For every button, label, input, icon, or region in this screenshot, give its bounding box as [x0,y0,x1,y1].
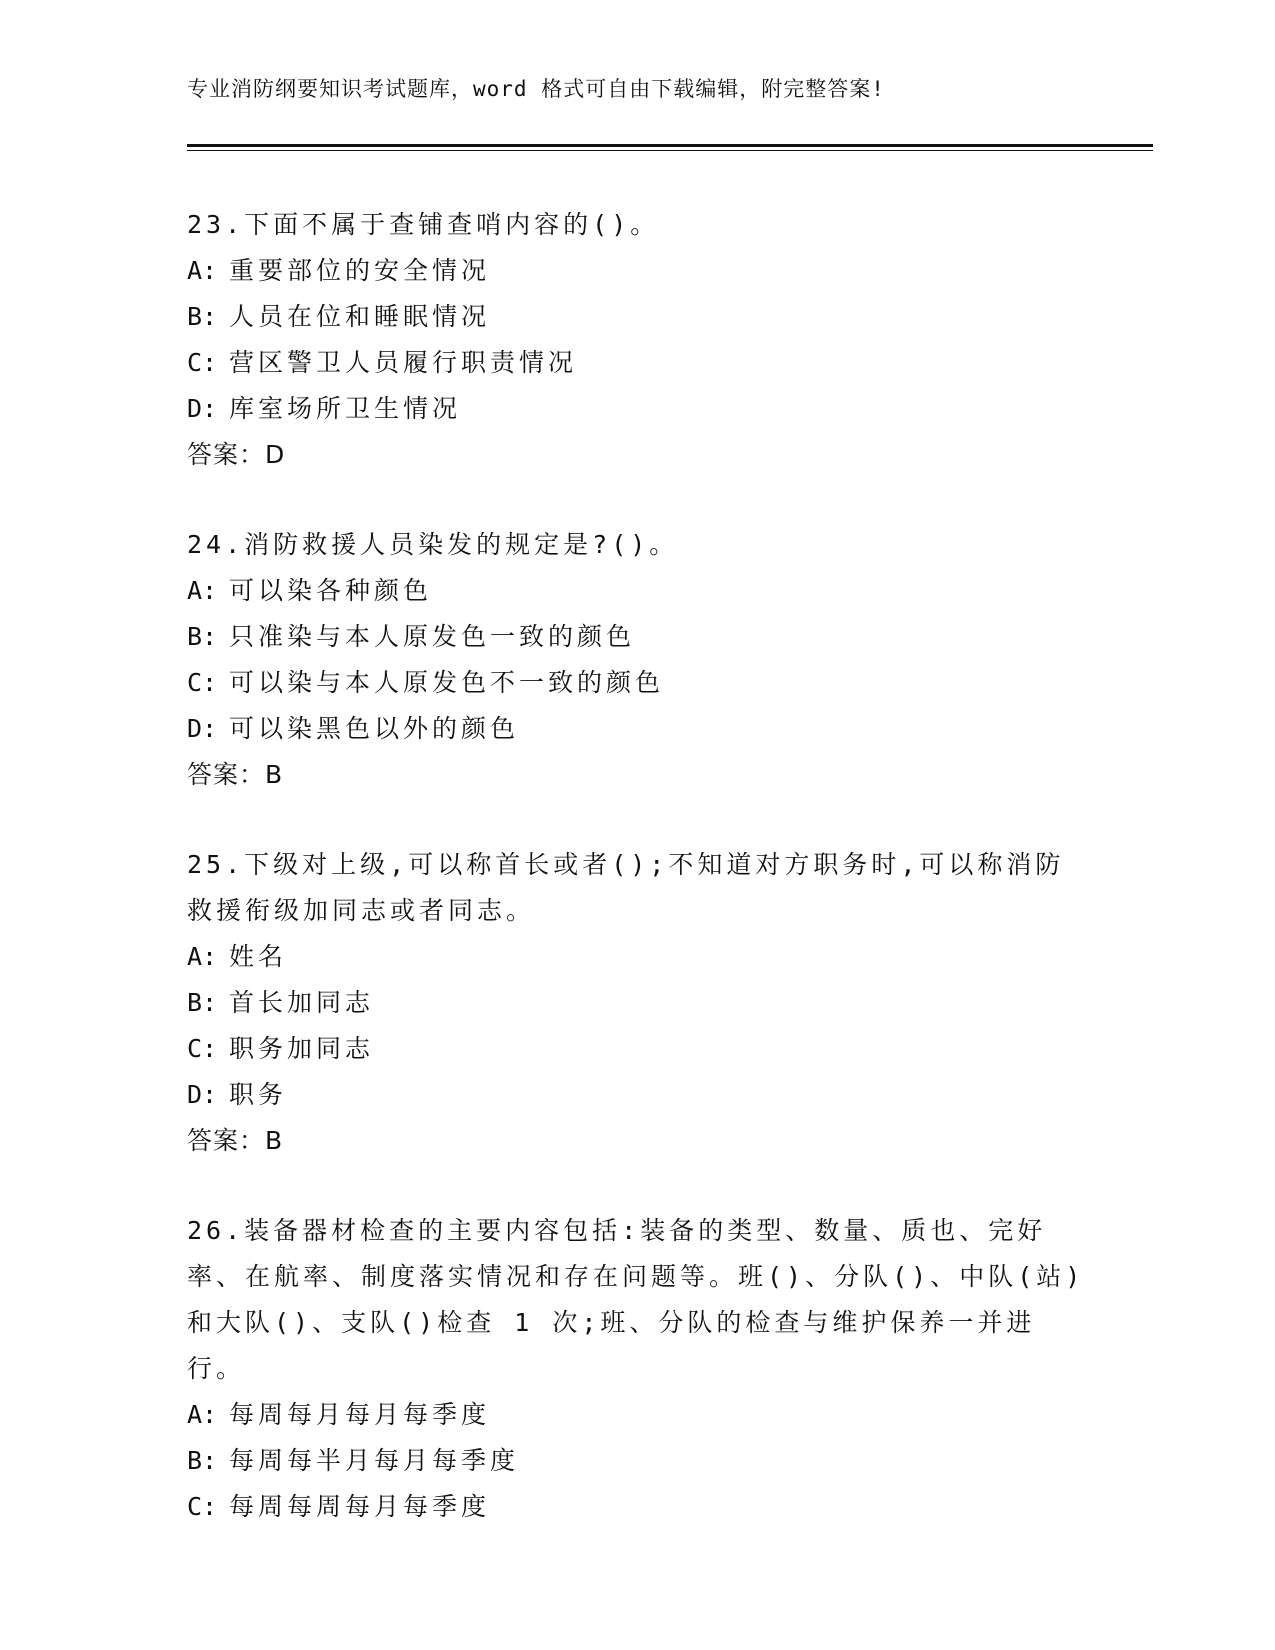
option-letter: C: [187,1492,218,1521]
option-text: 职务加同志 [229,1034,375,1063]
option-a [187,248,1087,294]
question-stem: 24.消防救援人员染发的规定是?()。 [187,530,679,559]
question-23 [187,202,1087,478]
option-c [187,660,1087,706]
option-letter: A: [187,942,218,971]
option-text: 库室场所卫生情况 [229,394,462,423]
option-text: 每周每半月每月每季度 [229,1446,520,1475]
option-text: 可以染黑色以外的颜色 [229,714,520,743]
option-letter: C: [187,348,218,377]
option-letter: D: [187,714,218,743]
header-rule-thick [187,144,1153,147]
question-26 [187,1208,1087,1530]
option-text: 人员在位和睡眠情况 [229,302,491,331]
option-letter: D: [187,1080,218,1109]
option-c [187,1026,1087,1072]
question-24 [187,522,1087,798]
option-d [187,1072,1087,1118]
header-rule-thin [187,150,1153,151]
answer-line: 答案：D [187,440,286,469]
option-letter: B: [187,988,218,1017]
option-letter: A: [187,1400,218,1429]
option-letter: A: [187,256,218,285]
option-text: 职务 [229,1080,288,1109]
option-text: 首长加同志 [229,988,375,1017]
option-letter: B: [187,1446,218,1475]
option-a [187,1392,1087,1438]
option-text: 可以染各种颜色 [229,576,433,605]
option-text: 每周每周每月每季度 [229,1492,491,1521]
question-25 [187,842,1087,1164]
option-text: 营区警卫人员履行职责情况 [229,348,578,377]
option-letter: B: [187,622,218,651]
option-letter: A: [187,576,218,605]
option-c [187,340,1087,386]
option-letter: C: [187,668,218,697]
option-text: 只准染与本人原发色一致的颜色 [229,622,636,651]
option-b [187,980,1087,1026]
option-letter: B: [187,302,218,331]
option-a [187,934,1087,980]
option-d [187,386,1087,432]
question-stem: 23.下面不属于查铺查哨内容的()。 [187,210,660,239]
option-text: 可以染与本人原发色不一致的颜色 [229,668,665,697]
question-stem: 25.下级对上级,可以称首长或者();不知道对方职务时,可以称消防救援衔级加同志或者同志。 [187,850,1065,925]
option-c [187,1484,1087,1530]
option-text: 重要部位的安全情况 [229,256,491,285]
option-b [187,294,1087,340]
option-b [187,614,1087,660]
option-letter: C: [187,1034,218,1063]
option-a [187,568,1087,614]
page-header-text: 专业消防纲要知识考试题库，word 格式可自由下载编辑，附完整答案! [187,77,885,101]
option-text: 每周每月每月每季度 [229,1400,491,1429]
answer-line: 答案：B [187,1126,284,1155]
option-b [187,1438,1087,1484]
question-list [187,202,1087,1574]
option-d [187,706,1087,752]
option-text: 姓名 [229,942,288,971]
answer-line: 答案：B [187,760,284,789]
question-stem: 26.装备器材检查的主要内容包括:装备的类型、数量、质也、完好率、在航率、制度落实情况和存在问题等。班()、分队()、中队(站)和大队()、支队()检查 1 次;班、分队的检查与维护保养一并进行。 [187,1216,1085,1383]
option-letter: D: [187,394,218,423]
